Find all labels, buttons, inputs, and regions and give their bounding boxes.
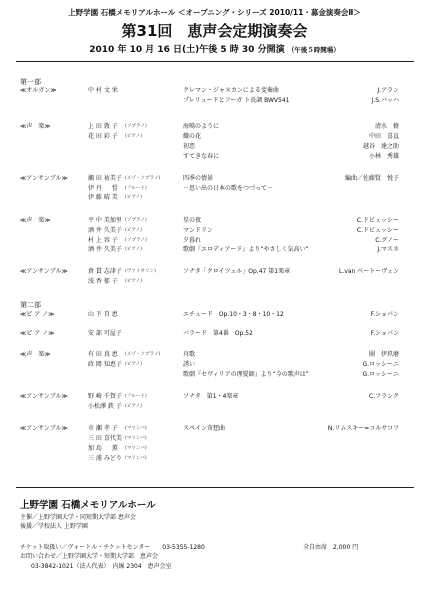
composer-name: J.S.バッハ	[371, 97, 399, 104]
performer-instrument: (フルート)	[125, 394, 147, 399]
program-row	[0, 174, 429, 184]
date-text: 2010 年 10 月 16 日(土)午後 5 時 30 分開演	[89, 45, 285, 55]
performer-instrument: (ソプラノ)	[125, 124, 147, 129]
program-category: ≪ピ ア ノ≫	[20, 330, 55, 337]
program-category: ≪アンサンブル≫	[20, 175, 68, 182]
program-row	[0, 329, 429, 339]
performer-instrument: (メゾ・ソプラノ)	[125, 176, 161, 181]
performer-name: 瀬 田 祐美子	[88, 175, 122, 182]
composer-name: C.ドビュッシー	[356, 227, 399, 234]
footer-sponsor: 主催／上野学園大学・同短期大学部 恵声会	[20, 514, 136, 521]
door-open-note: （午後５時開場）	[287, 46, 340, 54]
work-title: プレリュードとフーガ ト長調 BWV541	[183, 97, 290, 104]
composer-name: J.マスネ	[377, 246, 399, 253]
program-row	[0, 245, 429, 255]
part-title: 第一部	[20, 78, 41, 86]
footer-rule	[16, 487, 414, 488]
work-title: 歌劇『エロディアード』より“やさしく気高い”	[183, 246, 309, 253]
performer-instrument: (フルート)	[125, 186, 147, 191]
performer-name: 酒 井 久美子	[88, 246, 122, 253]
program-row	[0, 277, 429, 287]
composer-name: 中田 喜直	[368, 133, 399, 140]
footer-contact-phone: 03-3842-1021（法人代表） 内線 2304 恵声会室	[31, 563, 172, 570]
performer-name: 上 田 敦 子	[88, 123, 118, 130]
performer-instrument: (ピアノ)	[125, 247, 142, 252]
composer-name: C.フランク	[369, 393, 399, 400]
work-title: マンドリン	[183, 227, 214, 234]
performer-instrument: (メゾ・ソプラノ)	[125, 352, 161, 357]
performer-instrument: (ピアノ)	[125, 134, 142, 139]
footer-hall-name: 上野学園 石橋メモリアルホール	[20, 500, 156, 511]
footer-price: 全自由席 2,000 円	[303, 544, 359, 551]
footer-ticket: チケット取扱い／ヴォートル・チケットセンター 03-5355-1280	[20, 544, 205, 551]
program-row	[0, 310, 429, 320]
performer-instrument: (ピアノ)	[125, 362, 142, 367]
performer-instrument: (ヴァイオリン)	[125, 269, 156, 274]
performer-name: 市 瀬 孝 子	[88, 425, 118, 432]
program-row	[0, 370, 429, 380]
performer-name: 山 下 百 恵	[88, 311, 118, 318]
program-row	[0, 360, 429, 370]
composer-name: G.ロッシーニ	[362, 361, 399, 368]
performer-name: 倉 貫 志津子	[88, 268, 122, 275]
work-title: ソナタ「クロイツェル」Op.47 第1楽章	[183, 268, 291, 275]
composer-name: 編曲／佐藤賢 悦子	[344, 175, 399, 182]
program-category: ≪アンサンブル≫	[20, 393, 68, 400]
program-category: ≪アンサンブル≫	[20, 425, 68, 432]
program-category: ≪ピ ア ノ≫	[20, 311, 55, 318]
composer-name: G.ロッシーニ	[362, 371, 399, 378]
performer-instrument: (ソプラノ)	[125, 218, 147, 223]
program-row	[0, 434, 429, 444]
program-row	[0, 444, 429, 454]
work-title: すてきな春に	[183, 153, 220, 160]
program-row	[0, 122, 429, 132]
work-title: 四季の情景	[183, 175, 214, 182]
program-category: ≪オルガン≫	[20, 87, 57, 94]
program-row	[0, 96, 429, 106]
program-category: ≪声 楽≫	[20, 351, 51, 358]
composer-name: F.ショパン	[370, 330, 399, 337]
composer-name: C.ドビュッシー	[356, 217, 399, 224]
performer-name: 三 浦 みどり	[88, 455, 122, 462]
program-row	[0, 226, 429, 236]
work-title: スペイン奇想曲	[183, 425, 226, 432]
program-row	[0, 392, 429, 402]
composer-name: J.アラン	[377, 87, 399, 94]
program-row	[0, 424, 429, 434]
work-title: 夕暮れ	[183, 237, 202, 244]
performer-name: 加 島 薫	[88, 445, 118, 452]
performer-instrument: (マリンバ)	[125, 446, 147, 451]
performer-name: 安 部 可屋子	[88, 330, 122, 337]
header-rule	[16, 61, 414, 62]
composer-name: 小林 秀雄	[368, 153, 399, 160]
performer-name: 中 村 文 栄	[88, 87, 118, 94]
performer-instrument: (ピアノ)	[125, 404, 142, 409]
performer-name: 酒 井 久美子	[88, 227, 122, 234]
program-row	[0, 216, 429, 226]
composer-name: 團 伊玖磨	[368, 351, 399, 358]
work-title: 歌劇『セヴィリアの理髪師』より“今の歌声は”	[183, 371, 309, 378]
performer-name: 政 岡 知恵子	[88, 361, 122, 368]
program-row	[0, 132, 429, 142]
performer-name: 花 田 彩 子	[88, 133, 118, 140]
program-row	[0, 267, 429, 277]
composer-name: F.ショパン	[370, 311, 399, 318]
performer-name: 三 田 喜代美	[88, 435, 122, 442]
performer-name: 小松澤 鉄 子	[88, 403, 122, 410]
performer-instrument: (ピアノ)	[125, 195, 142, 200]
work-title: 舟歌	[183, 351, 196, 358]
performer-instrument: (マリンバ)	[125, 426, 147, 431]
performer-name: 伊 丹 晢	[88, 185, 118, 192]
work-title: ソナタ 第1・4楽章	[183, 393, 239, 400]
work-title: 誘い	[183, 361, 196, 368]
performer-instrument: (マリンバ)	[125, 456, 147, 461]
work-title: －思い出の日本の歌をつづって－	[183, 185, 273, 192]
program-row	[0, 86, 429, 96]
footer-contact: お問い合わせ／上野学園大学・短期大学部 恵声会	[20, 553, 159, 560]
program-row	[0, 350, 429, 360]
work-title: バラード 第4番 Op.52	[183, 330, 253, 337]
work-title: 織の花	[183, 133, 202, 140]
composer-name: 越谷 達之助	[362, 143, 399, 150]
composer-name: L.van ベートーヴェン	[339, 268, 399, 275]
concert-date	[0, 42, 429, 55]
venue-series-line: 上野学園 石橋メモリアルホール ＜オープニング・シリーズ 2010/11・募金演奏会Ⅱ＞	[68, 8, 361, 17]
program-row	[0, 454, 429, 464]
composer-name: N.リムスキー=コルサコフ	[327, 425, 399, 432]
composer-name: 清水 脩	[374, 123, 399, 130]
program-row	[0, 142, 429, 152]
performer-instrument: (ピアノ)	[125, 228, 142, 233]
performer-name: 浅 香 郁 子	[88, 278, 118, 285]
performer-instrument: (マリンバ)	[125, 436, 147, 441]
work-title: クレマン・ジャヌカンによる変奏曲	[183, 87, 279, 94]
program-row	[0, 193, 429, 203]
concert-title: 第31回 恵声会定期演奏会	[121, 22, 308, 40]
program-row	[0, 402, 429, 412]
performer-name: 有 田 真 恵	[88, 351, 118, 358]
performer-name: 野 崎 千賀子	[88, 393, 122, 400]
program-category: ≪アンサンブル≫	[20, 268, 68, 275]
program-category: ≪声 楽≫	[20, 123, 51, 130]
work-title: 星の夜	[183, 217, 202, 224]
program-category: ≪声 楽≫	[20, 217, 51, 224]
work-title: エチュード Op.10・3・8・10・12	[183, 311, 284, 318]
footer-support: 後援／学校法人 上野学園	[20, 523, 88, 530]
work-title: 海鳴のように	[183, 123, 220, 130]
performer-name: 平 中 美加里	[88, 217, 122, 224]
part-title: 第二部	[20, 301, 41, 309]
performer-name: 伊 藤 晴 美	[88, 194, 118, 201]
performer-instrument: (ソプラノ)	[125, 238, 147, 243]
program-row	[0, 152, 429, 162]
performer-instrument: (ピアノ)	[125, 279, 142, 284]
work-title: 初恋	[183, 143, 196, 150]
performer-name: 村 上 容 子	[88, 237, 118, 244]
composer-name: C.グノー	[375, 237, 399, 244]
